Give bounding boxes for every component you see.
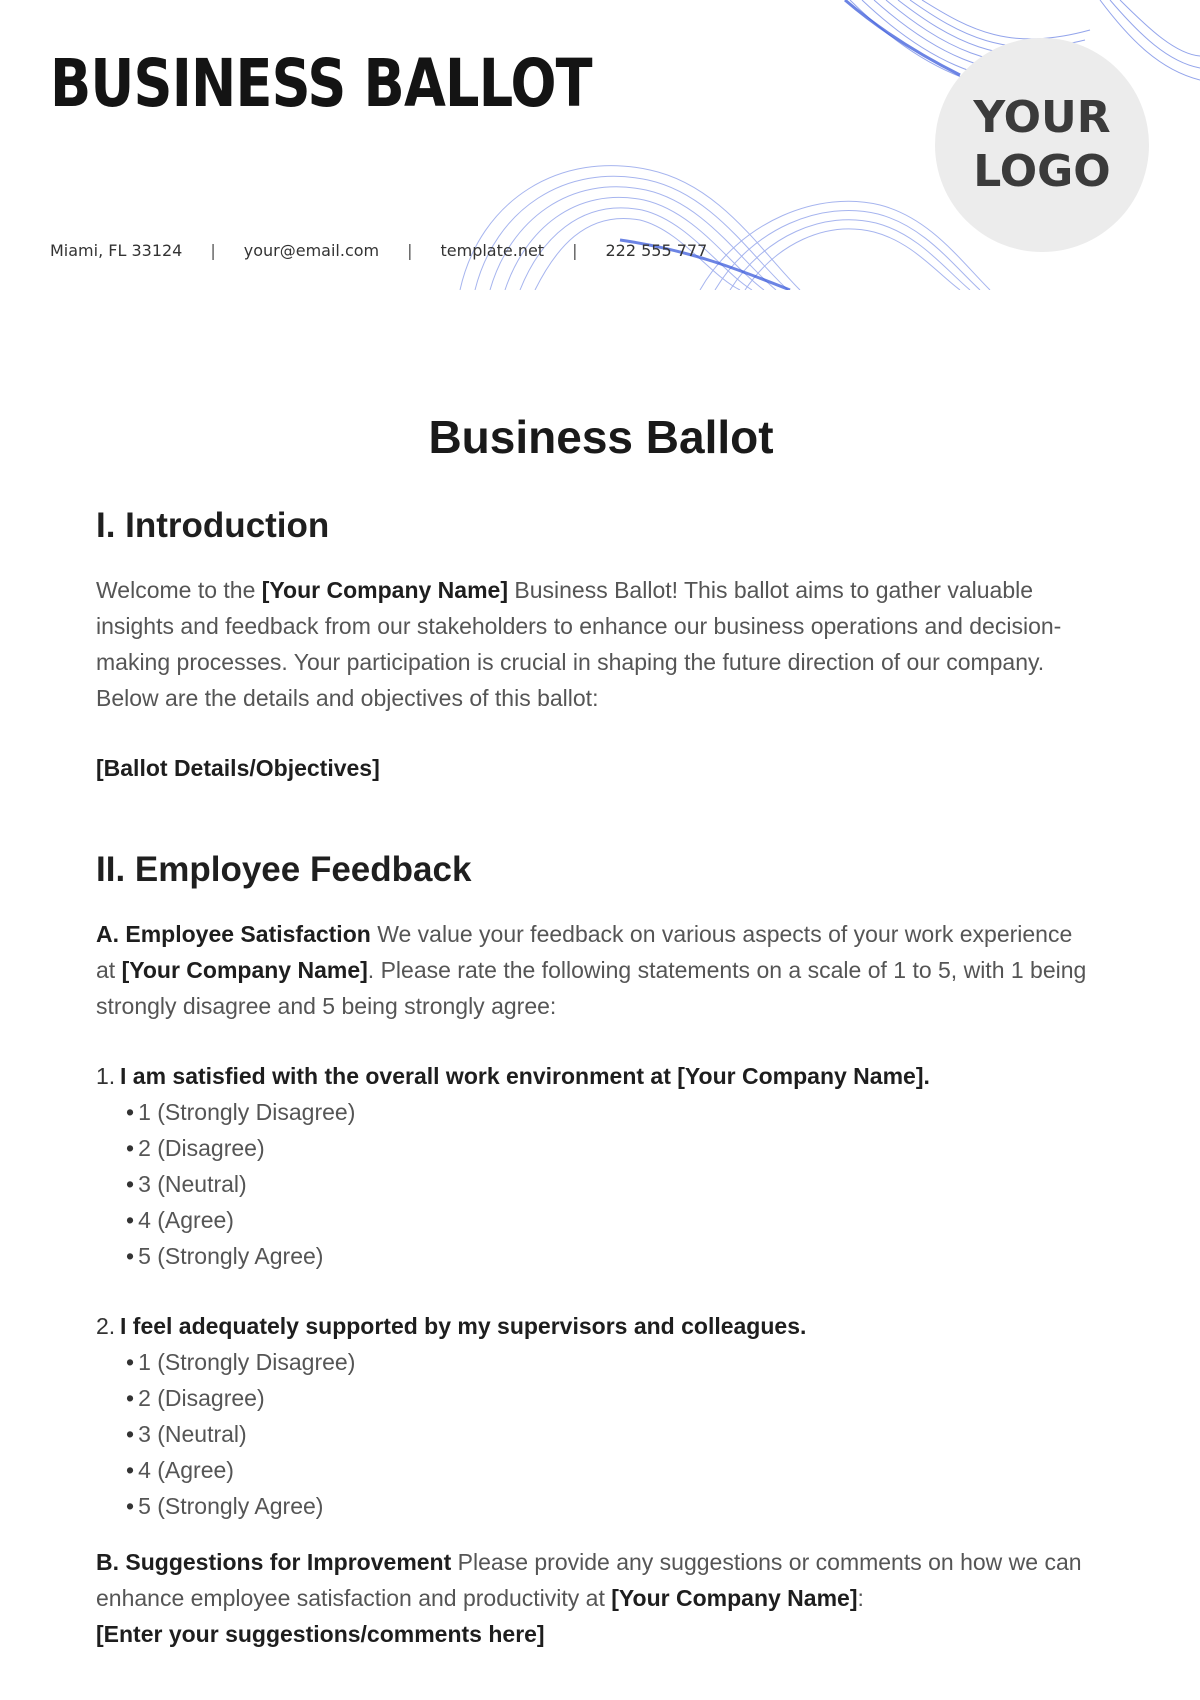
logo-placeholder bbox=[935, 38, 1149, 252]
question-number: 1. bbox=[96, 1063, 116, 1089]
suggestions-input-placeholder[interactable]: [Enter your suggestions/comments here] bbox=[96, 1621, 545, 1647]
intro-paragraph bbox=[96, 572, 1096, 716]
rating-option[interactable]: • 3 (Neutral) bbox=[126, 1166, 1096, 1202]
question-1-title bbox=[96, 1058, 1096, 1094]
suggestions-paragraph bbox=[96, 1544, 1096, 1652]
document-body bbox=[96, 410, 1096, 1652]
rating-option[interactable]: • 1 (Strongly Disagree) bbox=[126, 1344, 1096, 1380]
satisfaction-text-end: . Please rate the following statements on a scale of 1 to 5, with 1 being strongly disagree and 5 being strongly agree: bbox=[96, 957, 1087, 1019]
rating-option[interactable]: • 3 (Neutral) bbox=[126, 1416, 1096, 1452]
contact-separator: | bbox=[572, 241, 578, 260]
question-2-options bbox=[96, 1344, 1096, 1524]
contact-phone: 222 555 777 bbox=[605, 241, 708, 260]
company-name-placeholder: [Your Company Name] bbox=[261, 577, 508, 603]
contact-separator: | bbox=[210, 241, 216, 260]
letterhead bbox=[0, 0, 1200, 290]
contact-email: your@email.com bbox=[243, 241, 380, 260]
satisfaction-paragraph bbox=[96, 916, 1096, 1024]
rating-option[interactable]: • 2 (Disagree) bbox=[126, 1130, 1096, 1166]
satisfaction-label: A. Employee Satisfaction bbox=[96, 921, 371, 947]
question-2 bbox=[96, 1308, 1096, 1524]
ballot-details-text: [Ballot Details/Objectives] bbox=[96, 755, 380, 781]
suggestions-label: B. Suggestions for Improvement bbox=[96, 1549, 452, 1575]
company-name-placeholder: [Your Company Name] bbox=[611, 1585, 858, 1611]
rating-option[interactable]: • 4 (Agree) bbox=[126, 1452, 1096, 1488]
intro-text-end: Business Ballot! This ballot aims to gather valuable insights and feedback from our stakeholders to enhance our business operations and decision-making processes. Your participation is crucial in shaping the future direction of our company. Below are the details and objectives of this ballot: bbox=[96, 577, 1062, 711]
satisfaction-text-start: We value your feedback on various aspects of your work experience at bbox=[96, 921, 1073, 983]
contact-website: template.net bbox=[440, 241, 545, 260]
ballot-details-placeholder bbox=[96, 750, 1096, 786]
suggestions-text-start: Please provide any suggestions or comments on how we can enhance employee satisfaction and productivity at bbox=[96, 1549, 1082, 1611]
section-heading-introduction: I. Introduction bbox=[96, 506, 330, 545]
contact-address: Miami, FL 33124 bbox=[50, 241, 183, 260]
rating-option[interactable]: • 5 (Strongly Agree) bbox=[126, 1238, 1096, 1274]
question-1 bbox=[96, 1058, 1096, 1274]
contact-bar bbox=[50, 241, 707, 260]
question-text: I am satisfied with the overall work environment at [Your Company Name]. bbox=[120, 1063, 930, 1089]
rating-option[interactable]: • 5 (Strongly Agree) bbox=[126, 1488, 1096, 1524]
rating-option[interactable]: • 2 (Disagree) bbox=[126, 1380, 1096, 1416]
company-name-placeholder: [Your Company Name] bbox=[121, 957, 368, 983]
question-number: 2. bbox=[96, 1313, 116, 1339]
logo-text: YOUR LOGO bbox=[973, 92, 1111, 197]
intro-text-start: Welcome to the bbox=[96, 577, 262, 603]
rating-option[interactable]: • 1 (Strongly Disagree) bbox=[126, 1094, 1096, 1130]
brand-title: BUSINESS BALLOT bbox=[50, 45, 592, 122]
suggestions-text-end: : bbox=[857, 1585, 864, 1611]
contact-separator: | bbox=[407, 241, 413, 260]
rating-option[interactable]: • 4 (Agree) bbox=[126, 1202, 1096, 1238]
section-heading-employee-feedback: II. Employee Feedback bbox=[96, 850, 472, 889]
question-text: I feel adequately supported by my supervisors and colleagues. bbox=[120, 1313, 807, 1339]
question-1-options bbox=[96, 1094, 1096, 1274]
question-2-title bbox=[96, 1308, 1096, 1344]
document-title: Business Ballot bbox=[428, 411, 774, 463]
